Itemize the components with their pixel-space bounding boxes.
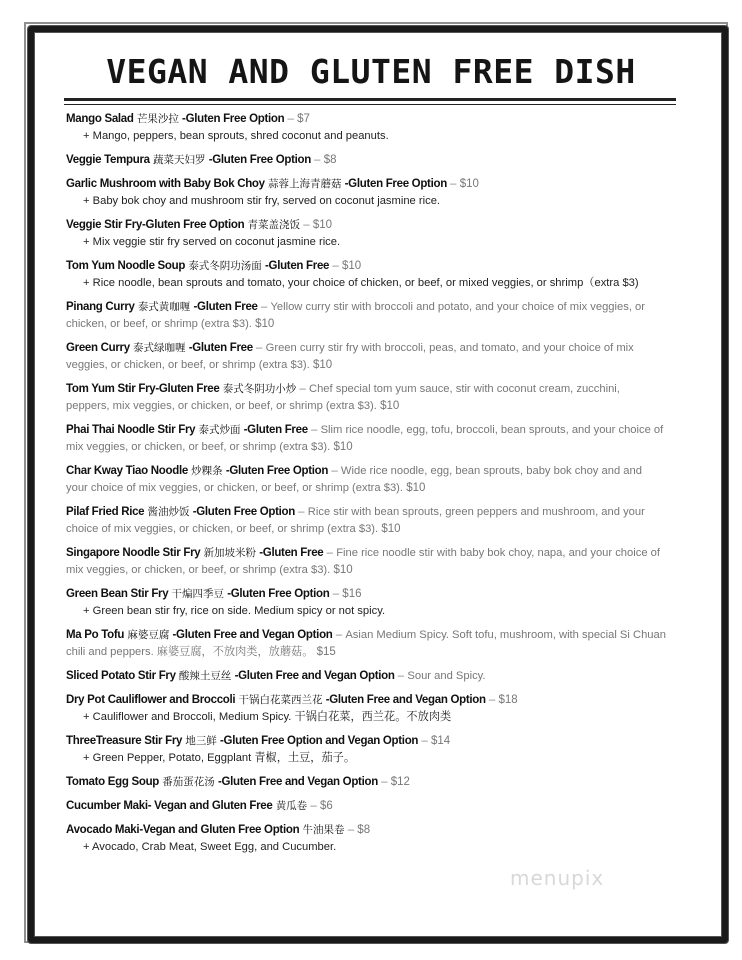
menu-item: [66, 798, 666, 815]
dish-name: Pinang Curry: [66, 301, 135, 313]
dietary-tag: - Vegan and Gluten Free: [147, 800, 273, 812]
dietary-tag: -Gluten Free Option: [208, 154, 311, 166]
separator-dash: –: [294, 506, 308, 518]
menu-item: [66, 545, 666, 579]
dietary-tag: -Gluten Free Option: [142, 219, 245, 231]
dish-description: Wide rice noodle, egg, bean sprouts, baby bok choy and and your choice of mix veggies, or chicken, or beef, or shrimp (extra $3).: [66, 465, 642, 494]
dietary-tag: -Gluten Free Option: [225, 465, 329, 477]
dish-chinese-name: 干锅白花菜西兰花: [238, 694, 323, 706]
menu-item-line: [66, 422, 666, 456]
separator-dash: –: [323, 547, 337, 559]
menu-item-line: [66, 381, 666, 415]
dietary-tag: -Gluten Free Option: [227, 588, 330, 600]
dish-name: Ma Po Tofu: [66, 629, 125, 641]
dietary-tag: -Gluten Free and Vegan Option: [172, 629, 333, 641]
menu-item: [66, 422, 666, 456]
dietary-tag: -Gluten Free: [259, 547, 324, 559]
dish-price: $15: [316, 646, 336, 658]
dish-chinese-name: 酱油炒饭: [147, 506, 190, 518]
separator-dash: –: [394, 670, 408, 682]
dish-chinese-name: 地三鲜: [185, 735, 217, 747]
dish-description: Green curry stir fry with broccoli, peas, and tomato, and your choice of mix veggies, or chicken, or beef, or shrimp (extra $3).: [66, 342, 634, 371]
dish-chinese-name: 酸辣土豆丝: [178, 670, 232, 682]
dietary-tag: -Gluten Free: [155, 383, 220, 395]
separator-dash: –: [329, 588, 343, 600]
dish-price: $10: [381, 523, 401, 535]
dish-price: $10: [312, 219, 332, 231]
menu-item: [66, 258, 666, 292]
title-rule-thick: [64, 98, 676, 101]
dish-details: + Green bean stir fry, rice on side. Medium spicy or not spicy.: [83, 605, 386, 617]
separator-dash: –: [329, 260, 342, 272]
dish-price: $7: [297, 113, 310, 125]
dish-chinese-name: 新加坡米粉: [203, 547, 257, 559]
dish-chinese-name: 泰式绿咖喱: [133, 342, 186, 354]
dietary-tag: -Gluten Free: [188, 342, 253, 354]
dish-name: Veggie Stir Fry: [66, 219, 143, 231]
menu-item: [66, 299, 666, 333]
menu-item-line: [66, 586, 666, 603]
separator-dash: –: [284, 113, 298, 125]
dish-description: Asian Medium Spicy. Soft tofu, mushroom, with special Si Chuan chili and peppers. 麻婆豆腐，不放肉类，放蘑菇。: [66, 629, 666, 658]
menu-item-line: [66, 463, 666, 497]
separator-dash: –: [347, 824, 358, 836]
separator-dash: –: [303, 219, 313, 231]
dietary-tag: -Gluten Free Option: [192, 506, 295, 518]
separator-dash: –: [446, 178, 460, 190]
dish-name: Singapore Noodle Stir Fry: [66, 547, 201, 559]
dish-chinese-name: 蒜蓉上海青蘑菇: [267, 178, 342, 190]
separator-dash: –: [485, 694, 499, 706]
dish-chinese-name: 泰式黄咖喱: [137, 301, 191, 313]
dish-price: $12: [390, 776, 410, 788]
menu-item: [66, 176, 666, 210]
dish-description: Sour and Spicy.: [407, 670, 486, 682]
menu-item-line: [66, 627, 666, 661]
menu-item-line: [66, 733, 666, 750]
separator-dash: –: [299, 383, 309, 395]
dish-description: Slim rice noodle, egg, tofu, broccoli, bean sprouts, and your choice of mix veggies, or chicken, or beef, or shrimp (extra $3).: [66, 424, 664, 453]
menu-item-line: [66, 258, 666, 275]
menu-item-line: [66, 340, 666, 374]
dietary-tag: -Gluten Free: [193, 301, 258, 313]
dish-details: + Mango, peppers, bean sprouts, shred coconut and peanuts.: [83, 130, 389, 142]
dish-price: $10: [406, 482, 426, 494]
dish-chinese-name: 芒果沙拉: [136, 113, 179, 125]
separator-dash: –: [310, 154, 324, 166]
menu-item: [66, 340, 666, 374]
menu-item-line: [66, 692, 666, 709]
menu-item: [66, 463, 666, 497]
menu-item-line: [66, 545, 666, 579]
dish-name: Green Curry: [66, 342, 130, 354]
separator-dash: –: [252, 342, 266, 354]
dish-chinese-name: 泰式炒面: [198, 424, 241, 436]
dish-price: $10: [333, 564, 353, 576]
dietary-tag: -Gluten Free and Vegan Option: [217, 776, 378, 788]
dietary-tag: -Gluten Free Option and Vegan Option: [220, 735, 419, 747]
dish-name: Veggie Tempura: [66, 154, 150, 166]
dish-chinese-name: 黄瓜卷: [275, 800, 308, 812]
dietary-tag: -Vegan and Gluten Free Option: [139, 824, 300, 836]
dish-price: $6: [319, 800, 333, 812]
menu-item-line: [66, 299, 666, 333]
menu-item-line: [66, 798, 666, 815]
dish-price: $8: [323, 154, 337, 166]
separator-dash: –: [332, 629, 346, 641]
menu-list: [66, 111, 666, 863]
dietary-tag: -Gluten Free Option: [344, 178, 447, 190]
dish-price: $16: [342, 588, 362, 600]
dish-name: Sliced Potato Stir Fry: [66, 670, 176, 682]
dietary-tag: -Gluten Free and Vegan Option: [234, 670, 395, 682]
dish-description: Yellow curry stir with broccoli and potato, and your choice of mix veggies, or chicken, or beef, or shrimp (extra $3).: [66, 301, 645, 330]
dish-details: + Baby bok choy and mushroom stir fry, served on coconut jasmine rice.: [83, 195, 441, 207]
menu-item: [66, 668, 666, 685]
separator-dash: –: [310, 800, 320, 812]
dietary-tag: -Gluten Free: [265, 260, 330, 272]
dish-name: Pilaf Fried Rice: [66, 506, 145, 518]
menu-item: [66, 627, 666, 661]
dish-chinese-name: 炒粿条: [191, 465, 223, 477]
dish-name: Dry Pot Cauliflower and Broccoli: [66, 694, 236, 706]
dish-chinese-name: 番茄蛋花汤: [162, 776, 215, 788]
dish-price: $10: [312, 359, 333, 371]
menu-item: [66, 774, 666, 791]
dish-name: Tom Yum Stir Fry: [66, 383, 156, 395]
menu-item: [66, 111, 666, 145]
menu-item-line: [66, 217, 666, 234]
dish-price: $10: [333, 441, 353, 453]
menu-item: [66, 381, 666, 415]
dish-details: + Cauliflower and Broccoli, Medium Spicy. 干锅白花菜，西兰花。不放肉类: [83, 711, 452, 723]
separator-dash: –: [328, 465, 341, 477]
dish-chinese-name: 青菜盖浇饭: [247, 219, 301, 231]
separator-dash: –: [257, 301, 271, 313]
dish-name: Mango Salad: [66, 113, 134, 125]
separator-dash: –: [377, 776, 391, 788]
dish-details: + Mix veggie stir fry served on coconut jasmine rice.: [83, 236, 341, 248]
dish-name: ThreeTreasure Stir Fry: [66, 735, 183, 747]
menu-item: [66, 152, 666, 169]
dish-name: Tomato Egg Soup: [66, 776, 160, 788]
dish-chinese-name: 泰式冬阴功小炒: [222, 383, 297, 395]
menu-item: [66, 822, 666, 856]
dish-price: $10: [380, 400, 400, 412]
separator-dash: –: [418, 735, 431, 747]
page-title: VEGAN AND GLUTEN FREE DISH: [106, 52, 636, 91]
dish-chinese-name: 干煸四季豆: [171, 588, 225, 600]
menu-item: [66, 692, 666, 726]
dish-chinese-name: 蔬菜天妇罗: [152, 154, 206, 166]
dish-name: Char Kway Tiao Noodle: [66, 465, 188, 477]
dish-price: $14: [430, 735, 451, 747]
title-rule-thin: [64, 104, 676, 105]
menu-item: [66, 217, 666, 251]
dish-name: Cucumber Maki: [66, 800, 148, 812]
dish-details: + Green Pepper, Potato, Eggplant 青椒，土豆，茄子。: [83, 752, 356, 764]
dish-price: $10: [459, 178, 479, 190]
dish-description: Rice stir with bean sprouts, green peppers and mushroom, and your choice of mix veggies, or chicken, or beef, or shrimp (extra $3).: [66, 506, 645, 535]
watermark: menupix: [510, 866, 605, 890]
dish-chinese-name: 牛油果卷: [302, 824, 345, 836]
menu-item: [66, 733, 666, 767]
dish-name: Phai Thai Noodle Stir Fry: [66, 424, 196, 436]
dish-price: $8: [357, 824, 371, 836]
dish-details: + Avocado, Crab Meat, Sweet Egg, and Cucumber.: [83, 841, 337, 853]
dish-chinese-name: 泰式冬阴功汤面: [188, 260, 262, 272]
dietary-tag: -Gluten Free and Vegan Option: [325, 694, 486, 706]
dish-name: Avocado Maki: [66, 824, 140, 836]
menu-item-line: [66, 176, 666, 193]
menu-item-line: [66, 152, 666, 169]
menu-item-line: [66, 668, 666, 685]
dish-price: $10: [255, 318, 275, 330]
dish-name: Garlic Mushroom with Baby Bok Choy: [66, 178, 265, 190]
dietary-tag: -Gluten Free Option: [182, 113, 285, 125]
dish-description: Fine rice noodle stir with baby bok choy, napa, and your choice of mix veggies, or chicken, or beef, or shrimp (extra $3).: [66, 547, 660, 576]
dish-name: Green Bean Stir Fry: [66, 588, 169, 600]
dish-chinese-name: 麻婆豆腐: [127, 629, 170, 641]
dish-description: Chef special tom yum sauce, stir with coconut cream, zucchini, peppers, mix veggies, or chicken, or beef, or shrimp (extra $3).: [66, 383, 620, 412]
dish-price: $10: [341, 260, 362, 272]
menu-item-line: [66, 774, 666, 791]
menu-item: [66, 586, 666, 620]
menu-item-line: [66, 504, 666, 538]
menu-item-line: [66, 822, 666, 839]
menu-item: [66, 504, 666, 538]
dietary-tag: -Gluten Free: [243, 424, 308, 436]
separator-dash: –: [307, 424, 321, 436]
dish-price: $18: [498, 694, 518, 706]
dish-name: Tom Yum Noodle Soup: [66, 260, 186, 272]
dish-details: + Rice noodle, bean sprouts and tomato, your choice of chicken, or beef, or mixed veggies, or shrimp（extra $3): [83, 277, 639, 289]
menu-item-line: [66, 111, 666, 128]
